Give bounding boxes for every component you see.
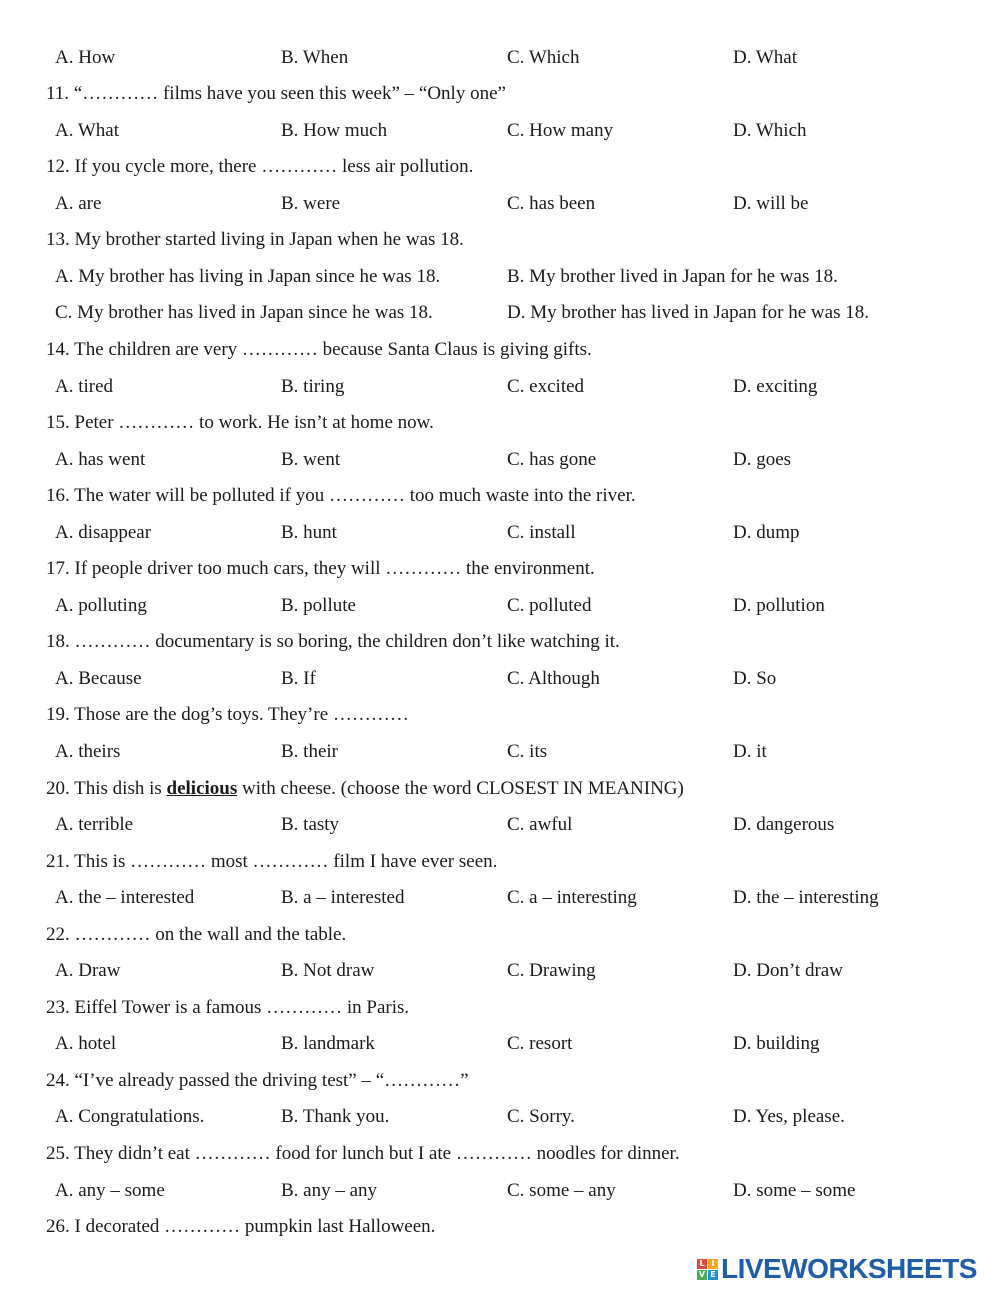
option-c[interactable]: C. a – interesting [507, 887, 637, 908]
question-10-options [0, 41, 1000, 75]
question-21-options [0, 881, 1000, 915]
option-b[interactable]: B. Thank you. [281, 1106, 390, 1127]
option-d[interactable]: D. dump [733, 522, 800, 543]
question-25: 25. They didn’t eat ………… food for lunch but I ate ………… noodles for dinner. [46, 1143, 680, 1164]
option-d[interactable]: D. dangerous [733, 814, 835, 835]
question-22: 22. ………… on the wall and the table. [46, 924, 347, 945]
option-c[interactable]: C. its [507, 741, 548, 762]
option-d[interactable]: D. Don’t draw [733, 960, 843, 981]
question-17-options [0, 589, 1000, 623]
option-d[interactable]: D. it [733, 741, 767, 762]
option-a[interactable]: A. polluting [55, 595, 147, 616]
option-c[interactable]: C. Although [507, 668, 600, 689]
option-b[interactable]: B. tasty [281, 814, 340, 835]
option-b[interactable]: B. any – any [281, 1180, 378, 1201]
logo-tiles-icon [697, 1259, 718, 1280]
question-11: 11. “………… films have you seen this week” – “Only one” [46, 83, 506, 104]
question-18: 18. ………… documentary is so boring, the children don’t like watching it. [46, 631, 620, 652]
question-12: 12. If you cycle more, there ………… less air pollution. [46, 156, 474, 177]
option-a[interactable]: A. Draw [55, 960, 121, 981]
option-d[interactable]: D. What [733, 47, 798, 68]
option-a[interactable]: A. My brother has living in Japan since he was 18. [55, 266, 441, 287]
option-d[interactable]: D. goes [733, 449, 792, 470]
option-b[interactable]: B. their [281, 741, 338, 762]
option-a[interactable]: A. Because [55, 668, 142, 689]
question-24-options [0, 1100, 1000, 1134]
question-16: 16. The water will be polluted if you ………… too much waste into the river. [46, 485, 636, 506]
option-d[interactable]: D. Which [733, 120, 807, 141]
option-c[interactable]: C. My brother has lived in Japan since he was 18. [55, 302, 433, 323]
option-c[interactable]: C. excited [507, 376, 585, 397]
option-a[interactable]: A. How [55, 47, 116, 68]
option-c[interactable]: C. some – any [507, 1180, 616, 1201]
option-a[interactable]: A. theirs [55, 741, 121, 762]
question-20-keyword: delicious [166, 778, 238, 799]
option-b[interactable]: B. If [281, 668, 316, 689]
question-15: 15. Peter ………… to work. He isn’t at home now. [46, 412, 434, 433]
option-a[interactable]: A. the – interested [55, 887, 195, 908]
question-23: 23. Eiffel Tower is a famous ………… in Paris. [46, 997, 410, 1018]
question-17: 17. If people driver too much cars, they will ………… the environment. [46, 558, 595, 579]
question-20-suffix: with cheese. (choose the word CLOSEST IN MEANING) [237, 778, 684, 799]
option-a[interactable]: A. Congratulations. [55, 1106, 205, 1127]
option-b[interactable]: B. Not draw [281, 960, 375, 981]
option-a[interactable]: A. are [55, 193, 102, 214]
option-b[interactable]: B. How much [281, 120, 388, 141]
question-20-prefix: 20. This dish is [46, 778, 167, 799]
question-24: 24. “I’ve already passed the driving test” – “…………” [46, 1070, 469, 1091]
question-12-options [0, 187, 1000, 221]
question-25-options [0, 1174, 1000, 1208]
question-13-options-ab [0, 260, 1000, 294]
liveworksheets-logo [697, 1252, 977, 1286]
option-c[interactable]: C. resort [507, 1033, 573, 1054]
option-d[interactable]: D. Yes, please. [733, 1106, 845, 1127]
option-d[interactable]: D. the – interesting [733, 887, 879, 908]
question-21: 21. This is ………… most ………… film I have ever seen. [46, 851, 498, 872]
question-20 [0, 772, 1000, 806]
question-13-options-cd [0, 296, 1000, 330]
logo-tile: V [698, 1269, 706, 1279]
option-b[interactable]: B. tiring [281, 376, 345, 397]
logo-tile: I [708, 1259, 718, 1269]
option-c[interactable]: C. awful [507, 814, 573, 835]
option-d[interactable]: D. exciting [733, 376, 818, 397]
question-23-options [0, 1027, 1000, 1061]
option-b[interactable]: B. My brother lived in Japan for he was 18. [507, 266, 838, 287]
option-b[interactable]: B. pollute [281, 595, 356, 616]
question-16-options [0, 516, 1000, 550]
option-d[interactable]: D. will be [733, 193, 809, 214]
question-14-options [0, 370, 1000, 404]
option-d[interactable]: D. pollution [733, 595, 825, 616]
option-d[interactable]: D. So [733, 668, 777, 689]
question-14: 14. The children are very ………… because Santa Claus is giving gifts. [46, 339, 592, 360]
option-c[interactable]: C. polluted [507, 595, 592, 616]
option-c[interactable]: C. Drawing [507, 960, 596, 981]
option-b[interactable]: B. went [281, 449, 341, 470]
option-a[interactable]: A. any – some [55, 1180, 165, 1201]
option-a[interactable]: A. terrible [55, 814, 134, 835]
option-b[interactable]: B. were [281, 193, 341, 214]
option-c[interactable]: C. How many [507, 120, 614, 141]
option-c[interactable]: C. Which [507, 47, 580, 68]
question-15-options [0, 443, 1000, 477]
logo-wordmark: LIVEWORKSHEETS [721, 1253, 977, 1284]
question-26: 26. I decorated ………… pumpkin last Halloween. [46, 1216, 436, 1237]
logo-tile: L [697, 1259, 707, 1269]
option-a[interactable]: A. disappear [55, 522, 152, 543]
option-b[interactable]: B. a – interested [281, 887, 405, 908]
question-19: 19. Those are the dog’s toys. They’re ………… [46, 704, 409, 725]
option-a[interactable]: A. hotel [55, 1033, 117, 1054]
option-d[interactable]: D. My brother has lived in Japan for he was 18. [507, 302, 869, 323]
question-20-options [0, 808, 1000, 842]
option-c[interactable]: C. Sorry. [507, 1106, 575, 1127]
question-22-options [0, 954, 1000, 988]
question-11-options [0, 114, 1000, 148]
option-b[interactable]: B. landmark [281, 1033, 375, 1054]
option-b[interactable]: B. When [281, 47, 349, 68]
option-c[interactable]: C. has been [507, 193, 596, 214]
question-18-options [0, 662, 1000, 696]
question-19-options [0, 735, 1000, 769]
option-b[interactable]: B. hunt [281, 522, 337, 543]
option-c[interactable]: C. has gone [507, 449, 597, 470]
option-a[interactable]: A. tired [55, 376, 114, 397]
option-a[interactable]: A. What [55, 120, 120, 141]
logo-tile: E [708, 1270, 718, 1280]
option-a[interactable]: A. has went [55, 449, 146, 470]
option-d[interactable]: D. some – some [733, 1180, 856, 1201]
option-d[interactable]: D. building [733, 1033, 820, 1054]
question-13: 13. My brother started living in Japan when he was 18. [46, 229, 464, 250]
option-c[interactable]: C. install [507, 522, 576, 543]
